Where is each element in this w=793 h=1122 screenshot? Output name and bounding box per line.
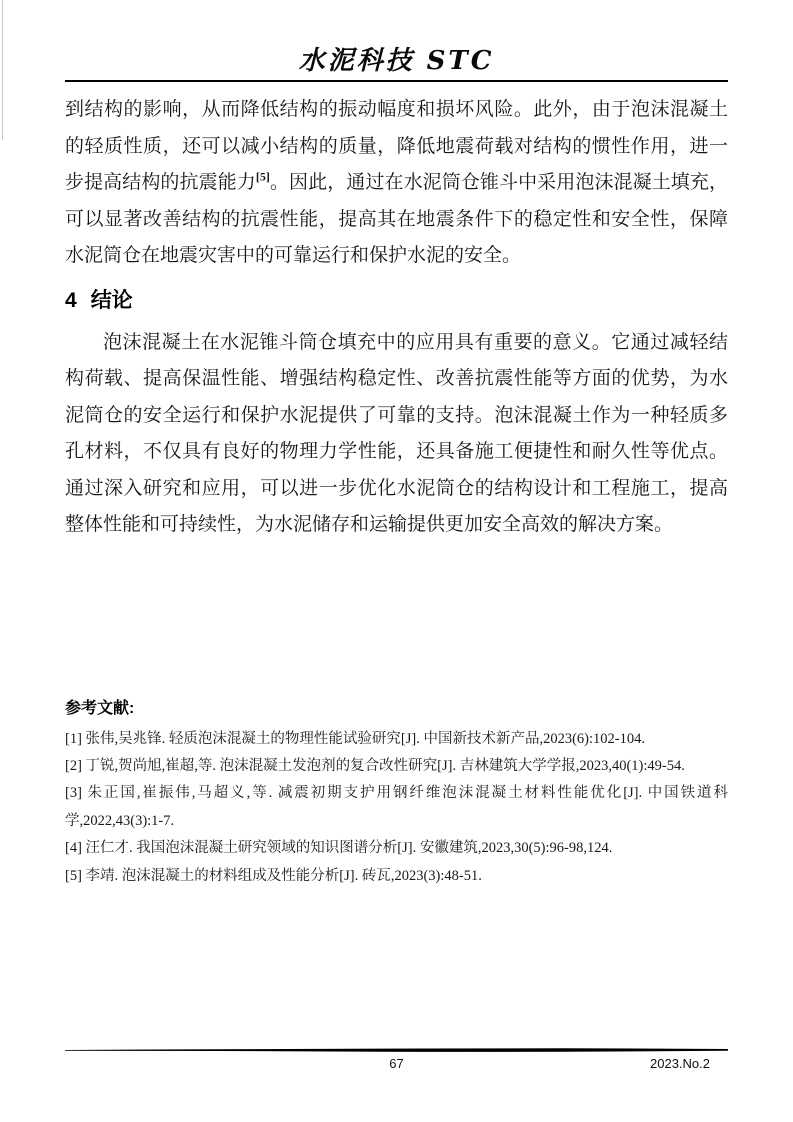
footer-row	[65, 1054, 728, 1074]
page-number: 67	[389, 1056, 404, 1071]
page-footer	[65, 1048, 728, 1074]
reference-item: [1] 张伟,吴兆锋. 轻质泡沫混凝土的物理性能试验研究[J]. 中国新技术新产品,2023(6):102-104.	[65, 730, 645, 747]
section-number: 4	[65, 288, 77, 312]
journal-title: 水泥科技 STC	[298, 46, 495, 76]
body-paragraph-text-after-citation: 。因此，通过在水泥筒仓锥斗中采用泡沫混凝土填充，可以显著改善结构的抗震性能，提高其在地震条件下的稳定性和安全性，保障水泥筒仓在地震灾害中的可靠运行和保护水泥的安全。	[65, 172, 728, 266]
body-paragraph-text-before-citation: 到结构的影响，从而降低结构的振动幅度和损坏风险。此外，由于泡沫混凝土的轻质性质，还可以减小结构的质量，降低地震荷载对结构的惯性作用，进一步提高结构的抗震能力	[65, 99, 728, 193]
page-content	[65, 92, 728, 890]
citation-superscript: [5]	[255, 169, 270, 184]
reference-item: [2] 丁锐,贺尚旭,崔超,等. 泡沫混凝土发泡剂的复合改性研究[J]. 吉林建筑大学学报,2023,40(1):49-54.	[65, 757, 685, 774]
reference-item: [3] 朱正国,崔振伟,马超义,等. 减震初期支护用钢纤维泡沫混凝土材料性能优化[J]. 中国铁道科学,2022,43(3):1-7.	[65, 785, 728, 829]
issue-label: 2023.No.2	[650, 1056, 710, 1071]
conclusion-paragraph: 泡沫混凝土在水泥锥斗筒仓填充中的应用具有重要的意义。它通过减轻结构荷载、提高保温性能、增强结构稳定性、改善抗震性能等方面的优势，为水泥筒仓的安全运行和保护水泥提供了可靠的支持。泡沫混凝土作为一种轻质多孔材料，不仅具有良好的物理力学性能，还具备施工便捷性和耐久性等优点。通过深入研究和应用，可以进一步优化水泥筒仓的结构设计和工程施工，提高整体性能和可持续性，为水泥储存和运输提供更加安全高效的解决方案。	[65, 331, 728, 535]
section-heading	[65, 287, 728, 314]
scan-edge-artifact	[2, 0, 3, 140]
references-list	[65, 726, 728, 890]
reference-item: [4] 汪仁才. 我国泡沫混凝土研究领域的知识图谱分析[J]. 安徽建筑,2023,30(5):96-98,124.	[65, 840, 613, 857]
reference-item: [5] 李靖. 泡沫混凝土的材料组成及性能分析[J]. 砖瓦,2023(3):48-51.	[65, 867, 482, 884]
references-heading: 参考文献:	[65, 699, 135, 717]
footer-rule	[65, 1048, 728, 1053]
page-header	[65, 0, 728, 82]
section-title: 结论	[90, 288, 133, 312]
body-paragraph-continued	[65, 92, 728, 275]
